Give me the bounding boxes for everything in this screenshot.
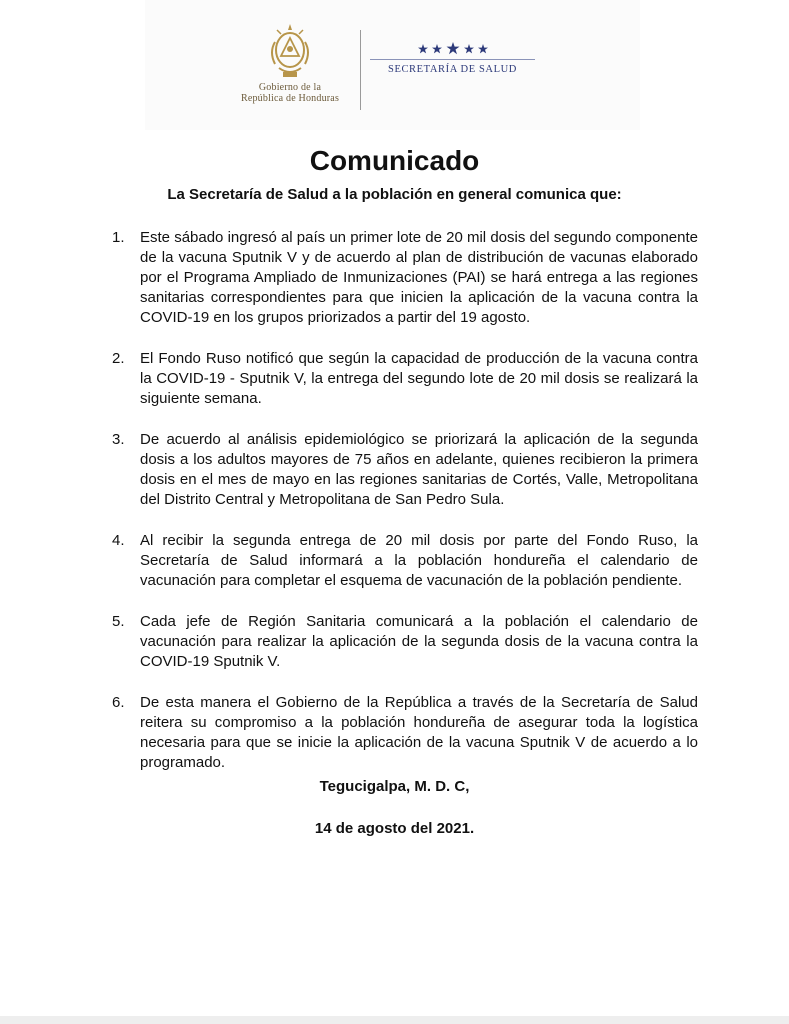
item-number: 5. <box>112 613 125 630</box>
item-number: 2. <box>112 350 125 367</box>
date-line: 14 de agosto del 2021. <box>314 820 475 837</box>
page-title: Comunicado <box>309 145 480 176</box>
list-item <box>112 612 698 672</box>
place-line: Tegucigalpa, M. D. C, <box>319 778 470 795</box>
item-text: De acuerdo al análisis epidemiológico se priorizará la aplicación de la segunda dosis a los adultos mayores de 75 años en adelante, quienes recibieron la primera dosis en el mes de mayo en las regiones sanitarias de Cortés, Valle, Metropolitana del Distrito Central y Metropolitana de San Pedro Sula. <box>140 431 698 508</box>
government-logo <box>228 22 352 112</box>
list-item <box>112 349 698 409</box>
logo-rule <box>370 59 535 60</box>
coat-of-arms-icon <box>267 22 313 82</box>
list-item <box>112 430 698 510</box>
item-number: 3. <box>112 431 125 448</box>
secretaria-salud-logo <box>370 42 535 82</box>
item-text: De esta manera el Gobierno de la República a través de la Secretaría de Salud reitera su compromiso a la población hondureña de asegurar toda la logística necesaria para que se inicie la aplicación de la vacuna Sputnik V de acuerdo a lo programado. <box>140 694 698 771</box>
gov-name-line2: República de Honduras <box>240 93 340 104</box>
list-item <box>112 693 698 773</box>
communique-list <box>112 228 698 794</box>
list-item <box>112 531 698 591</box>
stars-icon <box>418 42 488 56</box>
item-number: 4. <box>112 532 125 549</box>
page-bottom-edge <box>0 1016 789 1024</box>
ministry-name: SECRETARÍA DE SALUD <box>388 64 517 75</box>
header-divider <box>360 30 361 110</box>
item-text: Este sábado ingresó al país un primer lote de 20 mil dosis del segundo componente de la vacuna Sputnik V y de acuerdo al plan de distribución de vacunas elaborado por el Programa Ampliado de Inmunizaciones (PAI) se hará entrega a las regiones sanitarias correspondientes para que inicien la aplicación de la vacuna contra la COVID-19 en los grupos priorizados a partir del 19 agosto. <box>140 229 698 326</box>
list-item <box>112 228 698 328</box>
item-number: 6. <box>112 694 125 711</box>
item-number: 1. <box>112 229 125 246</box>
gov-name-line1: Gobierno de la <box>258 82 322 93</box>
item-text: Cada jefe de Región Sanitaria comunicará a la población el calendario de vacunación para realizar la aplicación de la segunda dosis de la vacuna contra la COVID-19 Sputnik V. <box>140 613 698 670</box>
subtitle: La Secretaría de Salud a la población en general comunica que: <box>167 186 622 203</box>
item-text: Al recibir la segunda entrega de 20 mil dosis por parte del Fondo Ruso, la Secretaría de Salud informará a la población hondureña el calendario de vacunación para completar el esquema de vacunación de la población pendiente. <box>140 532 698 589</box>
item-text: El Fondo Ruso notificó que según la capacidad de producción de la vacuna contra la COVID-19 - Sputnik V, la entrega del segundo lote de 20 mil dosis se realizará la siguiente semana. <box>140 350 698 407</box>
